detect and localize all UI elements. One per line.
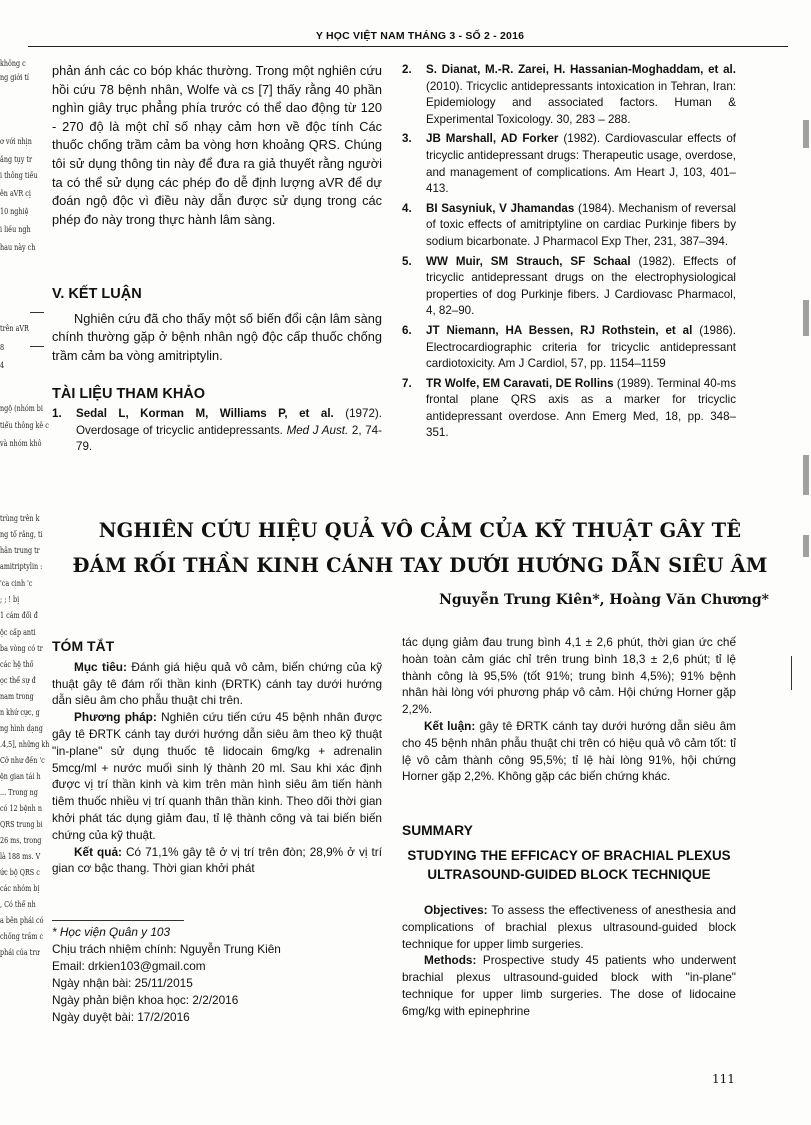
margin-fragment: 'ca cinh 'c bbox=[0, 579, 33, 588]
reference-authors: TR Wolfe, EM Caravati, DE Rollins bbox=[426, 376, 614, 390]
article-title-line: ĐÁM RỐI THẦN KINH CÁNH TAY DƯỚI HƯỚNG DẪN SIÊU ÂM bbox=[72, 554, 768, 577]
margin-fragment: ; ; ! bị bbox=[0, 595, 20, 604]
result-continuation: tác dụng giảm đau trung bình 4,1 ± 2,6 phút, thời gian ức chế hoàn toàn cảm giác chỉ trên trung bình 18,3 ± 2,6 phút; tỉ lệ thành công là 95,5% (tốt 91%; trung bình 4,5%); 91% bệnh nhân hài lòng với phương pháp vô cảm. Hội chứng Horner gặp 2,2%. bbox=[402, 635, 736, 717]
margin-fragment: i thông tiếu bbox=[0, 171, 38, 180]
reference-body bbox=[426, 323, 736, 373]
reference-number: 3. bbox=[402, 132, 412, 146]
affiliation-reviewed: Ngày phản biện khoa học: 2/2/2016 bbox=[52, 993, 239, 1007]
margin-fragment: ngộ (nhóm bi bbox=[0, 404, 43, 413]
margin-fragment: 4 bbox=[0, 361, 5, 370]
result-label: Kết quả: bbox=[74, 844, 122, 859]
reference-item bbox=[402, 323, 736, 373]
abstract-conclusion-text: gây tê ĐRTK cánh tay dưới hướng dẫn siêu âm cho 45 bệnh nhân phẫu thuật chi trên có hiệu quả vô cảm tốt: tỉ lệ vô cảm thành công 95,5%; tỉ lệ hài lòng 91%, hội chứng Horner gặp 2,2%. Không gặp các biến chứng khác. bbox=[402, 718, 737, 784]
header-rule bbox=[28, 46, 788, 47]
reference-text: (2010). Tricyclic antidepressants intoxication in Tehran, Iran: Epidemiology and associated factors. Human & Experimental Toxicology. 30, 283 – 288. bbox=[426, 79, 736, 126]
summary-heading: SUMMARY bbox=[402, 823, 473, 838]
margin-fragment: ... Trong ng bbox=[0, 788, 38, 797]
margin-fragment: ơ với nhịn bbox=[0, 137, 32, 146]
summary-objectives-text: To assess the effectiveness of anesthesia and complications of brachial plexus ultrasound-guided block technique for upper limb surgeries. bbox=[402, 903, 736, 951]
reference-text: (1989). Terminal 40-ms frontal plane QRS axis as a marker for tricyclic antidepressant overdose. Ann Emerg Med, 18, pp. 348–351. bbox=[426, 376, 737, 440]
reference-number: 4. bbox=[402, 201, 412, 215]
reference-list-left bbox=[52, 406, 382, 459]
page-number: 111 bbox=[712, 1072, 735, 1086]
references-heading: TÀI LIỆU THAM KHẢO bbox=[52, 386, 206, 402]
margin-fragment: nam trong bbox=[0, 692, 34, 701]
running-header: Y HỌC VIỆT NAM THÁNG 3 - SỐ 2 - 2016 bbox=[315, 30, 525, 42]
margin-fragment: .4,5], những kh bbox=[0, 740, 50, 749]
margin-fragment: QRS trung bi bbox=[0, 820, 43, 829]
margin-fragment: 26 ms, trong bbox=[0, 836, 42, 845]
margin-fragment: i liều ngh bbox=[0, 225, 31, 234]
reference-item bbox=[402, 62, 736, 128]
references-heading-block bbox=[52, 385, 382, 404]
method-label: Phương pháp: bbox=[74, 710, 157, 725]
reference-authors: JB Marshall, AD Forker bbox=[426, 132, 559, 146]
margin-fragment: 1 cảm đổi đ bbox=[0, 611, 38, 620]
margin-fragment: phải của trư bbox=[0, 948, 40, 957]
margin-fragment: ng hình dạng bbox=[0, 724, 43, 733]
margin-mark bbox=[30, 346, 44, 347]
reference-item bbox=[52, 406, 382, 456]
reference-authors: Sedal L, Korman M, Williams P, et al. bbox=[76, 407, 334, 420]
edge-bar bbox=[791, 656, 792, 690]
reference-text: (1982). Effects of tricyclic antidepressant drugs on the electrophysiological properties of dog Purkinje fibers. J Cardiovasc Pharmacol, 4, 82–90. bbox=[426, 254, 736, 318]
abstract-conclusion bbox=[402, 718, 736, 785]
article-authors: Nguyễn Trung Kiên*, Hoàng Văn Chương* bbox=[439, 592, 769, 608]
reference-body bbox=[426, 131, 736, 197]
reference-body bbox=[426, 62, 736, 128]
margin-fragment: là 188 ms. V bbox=[0, 852, 41, 861]
margin-fragment: a bên phải có bbox=[0, 916, 44, 925]
method-text: Nghiên cứu tiến cứu 45 bệnh nhân được gây tê ĐRTK cánh tay dưới hướng dẫn siêu âm theo kỹ thuật "in-plane" sử dụng thuốc tê lidocain 6mg/kg + adrenalin 5mcg/ml + nước muối sinh lý thành 20 ml. Sau khi xác định được vị trí thần kinh và kim trên màn hình siêu âm tiến hành tiêm thuốc nhiều vị trí quanh thân thần kinh. Theo dõi thời gian khởi phát tác dụng giảm đau, tỉ lệ thành công và tai biến biến chứng của kỹ thuật. bbox=[52, 710, 382, 842]
reference-text: Overdosage of tricyclic antidepressants. bbox=[76, 423, 287, 437]
edge-speck bbox=[803, 535, 809, 557]
reference-body bbox=[426, 201, 736, 251]
margin-fragment: chống trầm c bbox=[0, 932, 44, 941]
summary-objectives bbox=[402, 902, 736, 952]
reference-number: 6. bbox=[402, 323, 412, 337]
abstract-vi-right bbox=[402, 634, 736, 785]
reference-item bbox=[402, 131, 736, 197]
reference-authors: BI Sasyniuk, V Jhamandas bbox=[426, 201, 575, 215]
abstract-vi-left bbox=[52, 638, 382, 877]
margin-fragment: n khử cực, g bbox=[0, 708, 40, 717]
summary-body bbox=[402, 902, 736, 1020]
reference-item bbox=[402, 376, 736, 442]
margin-mark bbox=[30, 312, 44, 313]
article-title bbox=[60, 513, 780, 583]
discussion-paragraph: phản ánh các co bóp khác thường. Trong một nghiên cứu hồi cứu 78 bệnh nhân, Wolfe và cs [7] thấy rằng 40 phần nghìn giây trục phẳng phía trước có thể dao động từ 120 - 270 độ là một chỉ số nhạy cảm hơn về độc tính Các thuốc chống trầm cảm ba vòng hơn khoảng QRS. Chúng tôi sử dụng thông tin này để đưa ra giả thuyết rằng người ta có thể sử dụng các phép đo dễ định lượng aVR để dự đoán ngộ độc vì điều này dẫn được sử dụng trong các phép đo này trong thực hành lâm sàng. bbox=[52, 63, 382, 227]
margin-fragment: hau này ch bbox=[0, 243, 36, 252]
reference-number: 5. bbox=[402, 254, 412, 268]
margin-fragment: ng giới tí bbox=[0, 73, 29, 82]
margin-fragment: ọc thể sự đ bbox=[0, 676, 36, 685]
reference-journal: Med J Aust. bbox=[286, 423, 349, 437]
summary-methods-text: Prospective study 45 patients who underwent brachial plexus ultrasound-guided block with "in-plane" technique for upper limb surgeries. The dose of lidocaine 6mg/kg with epinephrine bbox=[402, 953, 736, 1018]
reference-list-right bbox=[402, 62, 736, 445]
affiliation-institution: * Học viện Quân y 103 bbox=[52, 925, 171, 939]
affiliation-footnote bbox=[52, 924, 281, 1026]
affiliation-email: Email: drkien103@gmail.com bbox=[52, 959, 206, 973]
reference-year: (1972). bbox=[333, 407, 382, 420]
margin-fragment: tiểu thông kê c bbox=[0, 421, 49, 430]
margin-fragment: hân trung tr bbox=[0, 546, 40, 555]
summary-title: STUDYING THE EFFICACY OF BRACHIAL PLEXUS ULTRASOUND-GUIDED BLOCK TECHNIQUE bbox=[407, 848, 731, 882]
objective-label: Mục tiêu: bbox=[74, 659, 127, 674]
affiliation-approved: Ngày duyệt bài: 17/2/2016 bbox=[52, 1010, 190, 1024]
margin-fragment: ức bộ QRS c bbox=[0, 868, 40, 877]
margin-fragment: các nhóm bị bbox=[0, 884, 40, 893]
reference-item bbox=[402, 254, 736, 320]
abstract-heading: TÓM TẮT bbox=[52, 638, 115, 654]
abstract-method bbox=[52, 709, 382, 843]
margin-fragment: có 12 bệnh n bbox=[0, 804, 42, 813]
reference-number: 7. bbox=[402, 376, 412, 390]
objective-text: Đánh giá hiệu quả vô cảm, biến chứng của kỹ thuật gây tê đám rối thần kinh (ĐRTK) cánh tay dưới hướng dẫn siêu âm cho phẫu thuật chi trên. bbox=[52, 659, 382, 708]
margin-fragment: và nhóm khô bbox=[0, 439, 42, 448]
reference-text: (1984). Mechanism of reversal of toxic effects of amitriptyline on cardiac Purkinje fibers by sodium bicarbonate. J Pharmacol Exp Ther, 231, 387–394. bbox=[426, 201, 736, 248]
article-title-line: NGHIÊN CỨU HIỆU QUẢ VÔ CẢM CỦA KỸ THUẬT GÂY TÊ bbox=[98, 519, 742, 542]
conclusion-text: Nghiên cứu đã cho thấy một số biến đổi cận lâm sàng chính thường gặp ở bệnh nhân ngộ độc cấp thuốc chống trầm cảm ba vòng amitriptylin. bbox=[52, 310, 382, 363]
margin-fragment: ên aVR cị bbox=[0, 189, 31, 198]
affiliation-responsible: Chịu trách nhiệm chính: Nguyễn Trung Kiên bbox=[52, 942, 281, 956]
reference-text: (1982). Cardiovascular effects of tricyclic antidepressant drugs: Therapeutic usage, overdose, and management of complications. Am Heart J, 103, 401–413. bbox=[426, 132, 737, 196]
summary-objectives-label: Objectives: bbox=[424, 903, 488, 917]
margin-fragment: 10 nghiệ bbox=[0, 207, 29, 216]
reference-authors: WW Muir, SM Strauch, SF Schaal bbox=[426, 254, 631, 268]
margin-fragment: amitriptylin : bbox=[0, 562, 43, 571]
margin-fragment: các hệ thố bbox=[0, 660, 34, 669]
margin-fragment: trùng trên k bbox=[0, 514, 40, 523]
margin-fragment: Cỡ như đến 'c bbox=[0, 756, 45, 765]
edge-speck bbox=[803, 300, 809, 336]
reference-item bbox=[402, 201, 736, 251]
margin-fragment: trên aVR bbox=[0, 324, 29, 333]
reference-body bbox=[426, 254, 736, 320]
abstract-objective bbox=[52, 659, 382, 709]
summary-methods bbox=[402, 952, 736, 1019]
margin-fragment: ộc cấp anti bbox=[0, 628, 36, 637]
reference-body bbox=[426, 376, 736, 442]
left-column bbox=[52, 62, 382, 229]
reference-body bbox=[76, 406, 382, 456]
result-text: Có 71,1% gây tê ở vị trí trên đòn; 28,9% ở vị trí gian cơ bậc thang. Thời gian khởi phát bbox=[52, 844, 382, 876]
margin-fragment: ba vòng có tr bbox=[0, 644, 43, 653]
edge-speck bbox=[803, 455, 809, 495]
margin-fragment: ện gian tái h bbox=[0, 772, 41, 781]
reference-authors: JT Niemann, HA Bessen, RJ Rothstein, et al bbox=[426, 323, 693, 337]
affiliation-received: Ngày nhận bài: 25/11/2015 bbox=[52, 976, 193, 990]
margin-fragment: ng tổ rằng, ti bbox=[0, 530, 43, 539]
conclusion-heading: V. KẾT LUẬN bbox=[52, 286, 142, 302]
margin-fragment: không c bbox=[0, 59, 26, 68]
left-margin-bleedthrough bbox=[0, 59, 50, 1100]
margin-fragment: ắng tụy tr bbox=[0, 155, 33, 164]
reference-tail: 2, 74-79. bbox=[76, 423, 382, 454]
margin-fragment: 8 bbox=[0, 343, 5, 352]
abstract-result bbox=[52, 844, 382, 878]
reference-number: 2. bbox=[402, 63, 412, 76]
conclusion-label: Kết luận: bbox=[424, 718, 476, 733]
footnote-rule bbox=[52, 920, 184, 921]
reference-number: 1. bbox=[52, 407, 62, 420]
conclusion-section bbox=[52, 285, 382, 365]
reference-authors: S. Dianat, M.-R. Zarei, H. Hassanian-Moghaddam, et al. bbox=[426, 63, 736, 76]
reference-text: (1986). Electrocardiographic criteria for tricyclic antidepressant cardiotoxicity. Am J Cardiol, 57, pp. 1154–1159 bbox=[426, 323, 736, 371]
edge-speck bbox=[803, 120, 809, 148]
summary-methods-label: Methods: bbox=[424, 953, 477, 968]
margin-fragment: , Có thể nh bbox=[0, 900, 36, 909]
